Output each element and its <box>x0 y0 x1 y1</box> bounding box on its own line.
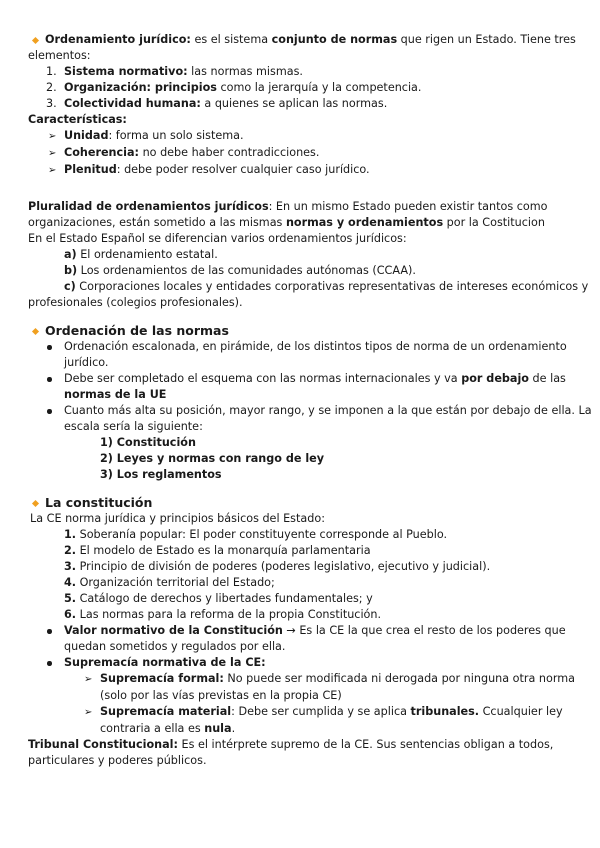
diamond-bullet-icon <box>32 499 39 506</box>
list-item: Valor normativo de la Constitución → Es la CE la que crea el resto de los poderes que <box>28 623 576 639</box>
paragraph-line: organizaciones, están sometido a las mismas normas y ordenamientos por la Costitucion <box>28 216 545 229</box>
list-item: 6. Las normas para la reforma de la propia Constitución. <box>64 608 382 621</box>
paragraph-line: contraria a ella es nula. <box>100 722 236 735</box>
diamond-bullet-icon <box>32 327 39 334</box>
scale-item: 3) Los reglamentos <box>100 468 222 481</box>
paragraph-line: profesionales (colegios profesionales). <box>28 296 243 309</box>
paragraph-line: Tribunal Constitucional: Es el intérprete supremo de la CE. Sus sentencias obligan a todos, <box>28 738 554 751</box>
section-ordenacion: Ordenación de las normas <box>28 323 576 339</box>
scale-item: 1) Constitución <box>100 436 196 449</box>
list-item: ➢ Unidad: forma un solo sistema. <box>28 128 576 145</box>
list-item: Debe ser completado el esquema con las normas internacionales y va por debajo de las <box>28 371 576 387</box>
arrow-bullet-icon: ➢ <box>48 131 57 142</box>
list-item: 5. Catálogo de derechos y libertades fundamentales; y <box>64 592 373 605</box>
list-item: 3. Colectividad humana: a quienes se aplican las normas. <box>46 97 388 110</box>
scale-item: 2) Leyes y normas con rango de ley <box>100 452 325 465</box>
paragraph-line: quedan sometidos y regulados por ella. <box>64 640 286 653</box>
arrow-bullet-icon: ➢ <box>48 165 57 176</box>
list-item: ➢ Coherencia: no debe haber contradicciones. <box>28 145 576 162</box>
list-item: ➢ Supremacía material: Debe ser cumplida y se aplica tribunales. Ccualquier ley <box>28 704 576 721</box>
arrow-bullet-icon: ➢ <box>84 674 93 685</box>
paragraph-line: (solo por las vías previstas en la propia CE) <box>100 689 342 702</box>
list-item: c) Corporaciones locales y entidades corporativas representativas de intereses económicos y <box>64 280 589 293</box>
list-item: 1. Soberanía popular: El poder constituyente corresponde al Pueblo. <box>64 528 448 541</box>
section-ordenamiento: Ordenamiento jurídico: es el sistema conjunto de normas que rigen un Estado. Tiene tres <box>28 32 576 48</box>
list-item: 2. Organización: principios como la jerarquía y la competencia. <box>46 81 422 94</box>
paragraph-line: jurídico. <box>64 356 109 369</box>
section-constitucion: La constitución <box>28 495 576 511</box>
paragraph-line: elementos: <box>28 49 91 62</box>
list-item: Cuanto más alta su posición, mayor rango, y se imponen a la que están por debajo de ella. La <box>28 403 576 419</box>
paragraph-line: La CE norma jurídica y principios básicos del Estado: <box>30 512 325 525</box>
list-item: b) Los ordenamientos de las comunidades autónomas (CCAA). <box>64 264 416 277</box>
arrow-bullet-icon: ➢ <box>84 707 93 718</box>
list-item: Supremacía normativa de la CE: <box>28 655 576 671</box>
paragraph-line: normas de la UE <box>64 388 167 401</box>
list-item: 3. Principio de división de poderes (poderes legislativo, ejecutivo y judicial). <box>64 560 491 573</box>
document-page <box>28 32 592 769</box>
paragraph-line: escala sería la siguiente: <box>64 420 203 433</box>
paragraph-line: En el Estado Español se diferencian varios ordenamientos jurídicos: <box>28 232 407 245</box>
subheading: Características: <box>28 113 127 126</box>
paragraph-line: particulares y poderes públicos. <box>28 754 207 767</box>
list-item: 2. El modelo de Estado es la monarquía parlamentaria <box>64 544 371 557</box>
list-item: ➢ Supremacía formal: No puede ser modificada ni derogada por ninguna otra norma <box>28 671 576 688</box>
list-item: 4. Organización territorial del Estado; <box>64 576 275 589</box>
list-item: ➢ Plenitud: debe poder resolver cualquier caso jurídico. <box>28 162 576 179</box>
list-item: Ordenación escalonada, en pirámide, de los distintos tipos de norma de un ordenamiento <box>28 339 576 355</box>
diamond-bullet-icon <box>32 37 39 44</box>
arrow-bullet-icon: ➢ <box>48 148 57 159</box>
list-item: a) El ordenamiento estatal. <box>64 248 218 261</box>
list-item: 1. Sistema normativo: las normas mismas. <box>46 65 303 78</box>
paragraph-line: Pluralidad de ordenamientos jurídicos: En un mismo Estado pueden existir tantos como <box>28 200 548 213</box>
